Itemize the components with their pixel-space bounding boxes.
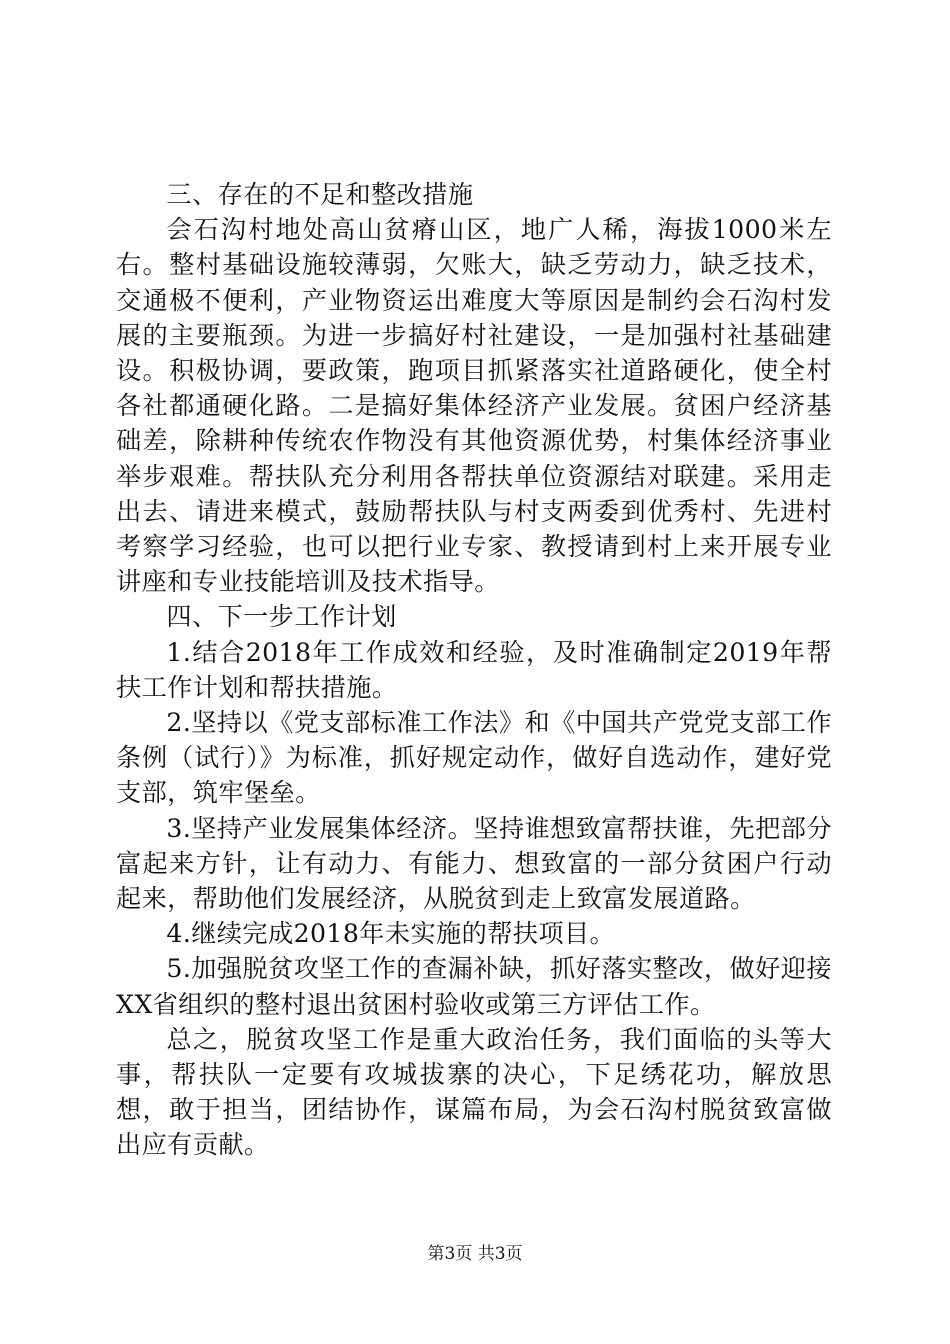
paragraph-conclusion: 总之，脱贫攻坚工作是重大政治任务，我们面临的头等大事，帮扶队一定要有攻城拔寨的决心，下足绣花功，解放思想，敢于担当，团结协作，谋篇布局，为会石沟村脱贫致富做出应有贡献。 xyxy=(116,1024,832,1160)
plan-item-3: 3.坚持产业发展集体经济。坚持谁想致富帮扶谁，先把部分富起来方针，让有动力、有能力、想致富的一部分贫困户行动起来，帮助他们发展经济，从脱贫到走上致富发展道路。 xyxy=(116,813,832,914)
section-heading-next-plan: 四、下一步工作计划 xyxy=(166,602,397,632)
plan-item-4: 4.继续完成2018年未实施的帮扶项目。 xyxy=(166,919,616,949)
plan-item-2: 2.坚持以《党支部标准工作法》和《中国共产党党支部工作条例（试行）》为标准，抓好规定动作，做好自选动作，建好党支部，筑牢堡垒。 xyxy=(116,708,832,808)
plan-item-1: 1.结合2018年工作成效和经验，及时准确制定2019年帮扶工作计划和帮扶措施。 xyxy=(116,637,832,702)
plan-item-5: 5.加强脱贫攻坚工作的查漏补缺，抓好落实整改，做好迎接XX省组织的整村退出贫困村验收或第三方评估工作。 xyxy=(116,954,832,1019)
paragraph-shortcomings-measures: 会石沟村地处高山贫瘠山区，地广人稀，海拔1000米左右。整村基础设施较薄弱，欠账大，缺乏劳动力，缺乏技术，交通极不便利，产业物资运出难度大等原因是制约会石沟村发展的主要瓶颈。为进一步搞好村社建设，一是加强村社基础建设。积极协调，要政策，跑项目抓紧落实社道路硬化，使全村各社都通硬化路。二是搞好集体经济产业发展。贫困户经济基础差，除耕种传统农作物没有其他资源优势，村集体经济事业举步艰难。帮扶队充分利用各帮扶单位资源结对联建。采用走出去、请进来模式，鼓励帮扶队与村支两委到优秀村、先进村考察学习经验，也可以把行业专家、教授请到村上来开展专业讲座和专业技能培训及技术指导。 xyxy=(116,215,832,597)
document-body xyxy=(116,177,832,1163)
section-heading-shortcomings: 三、存在的不足和整改措施 xyxy=(166,180,474,209)
page-footer: 第3页 共3页 xyxy=(427,1244,523,1264)
